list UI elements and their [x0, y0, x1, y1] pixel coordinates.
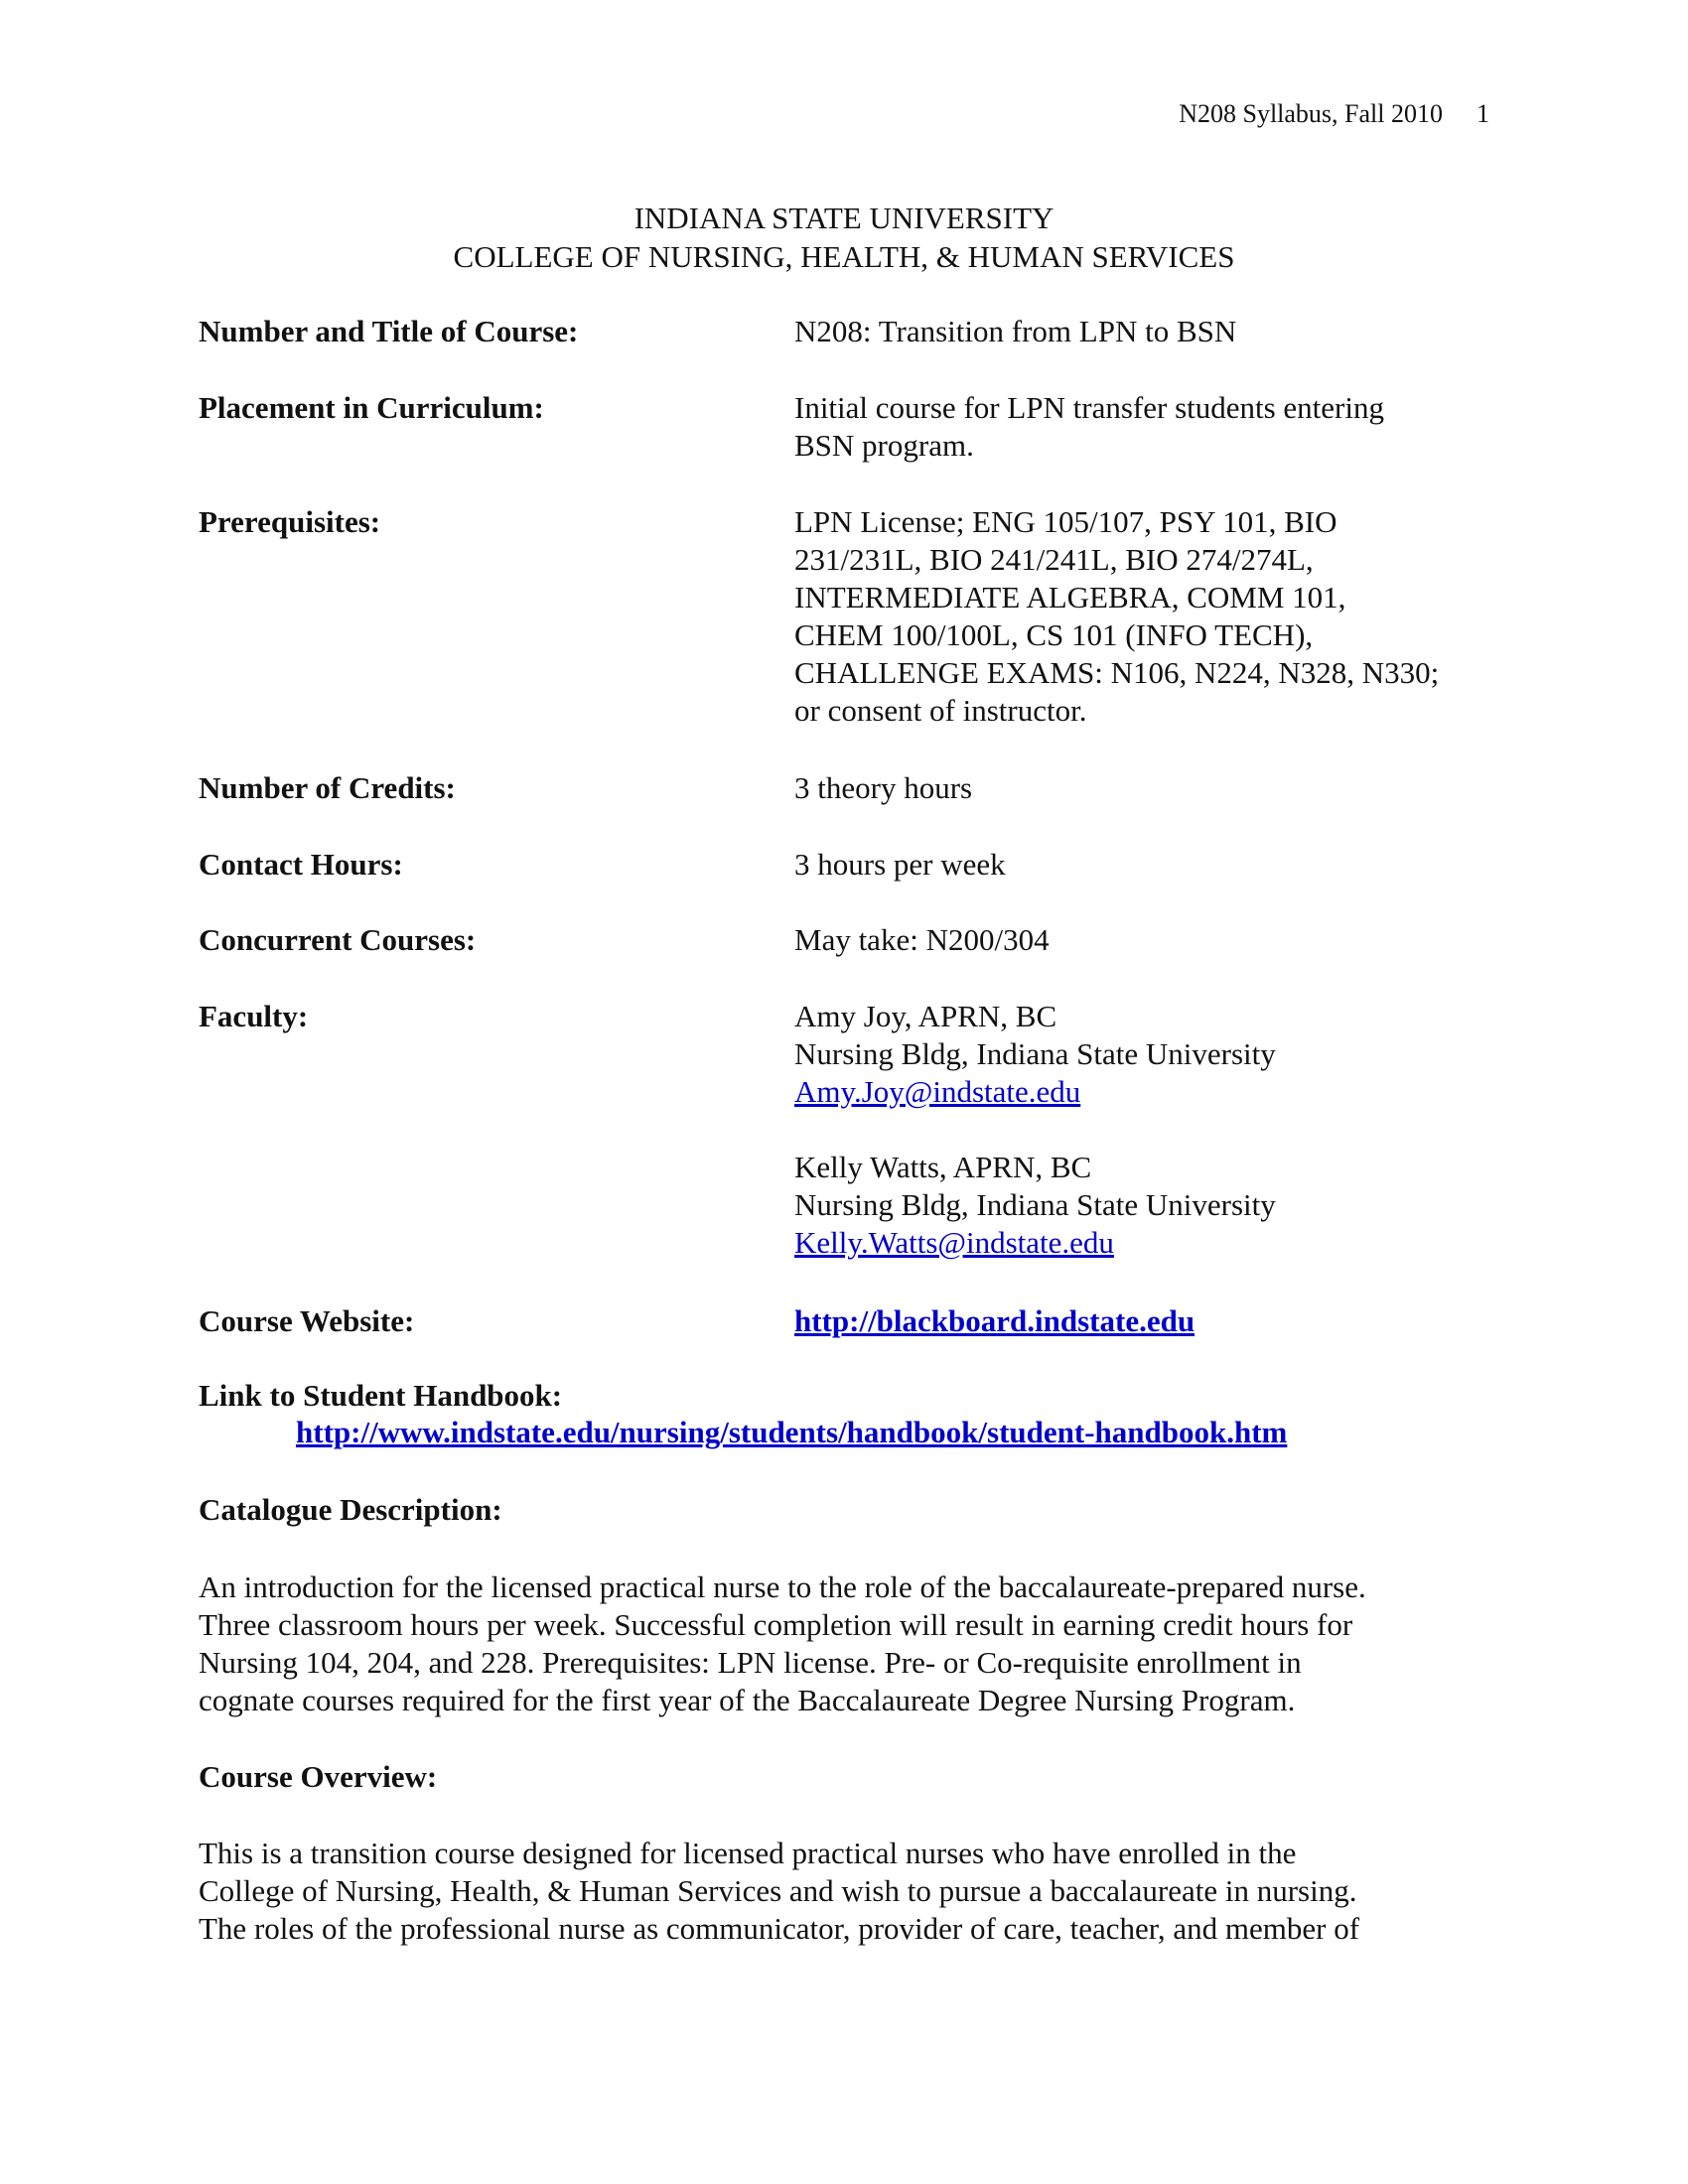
- document-title: [0, 199, 1688, 276]
- catalogue-line: Nursing 104, 204, and 228. Prerequisites: LPN license. Pre- or Co-requisite enrollment in: [199, 1645, 1302, 1680]
- faculty-name: Amy Joy, APRN, BC: [794, 999, 1057, 1033]
- prerequisites-line: INTERMEDIATE ALGEBRA, COMM 101,: [794, 580, 1346, 614]
- placement-line: Initial course for LPN transfer students entering: [794, 390, 1384, 425]
- running-header: [1179, 99, 1489, 129]
- prerequisites-line: CHEM 100/100L, CS 101 (INFO TECH),: [794, 617, 1314, 652]
- website-label: Course Website:: [199, 1303, 415, 1338]
- credits-value: 3 theory hours: [794, 770, 973, 805]
- handbook-label: Link to Student Handbook:: [199, 1378, 563, 1413]
- overview-heading: Course Overview:: [199, 1759, 438, 1794]
- placement-line: BSN program.: [794, 428, 974, 463]
- overview-line: College of Nursing, Health, & Human Services and wish to pursue a baccalaureate in nursing.: [199, 1873, 1357, 1908]
- prerequisites-line: 231/231L, BIO 241/241L, BIO 274/274L,: [794, 542, 1314, 577]
- prerequisites-label: Prerequisites:: [199, 504, 381, 539]
- course-value: N208: Transition from LPN to BSN: [794, 314, 1237, 348]
- contact-hours-value: 3 hours per week: [794, 847, 1006, 882]
- catalogue-heading: Catalogue Description:: [199, 1492, 502, 1527]
- overview-line: This is a transition course designed for licensed practical nurses who have enrolled in the: [199, 1836, 1297, 1870]
- college-name: COLLEGE OF NURSING, HEALTH, & HUMAN SERVICES: [453, 239, 1235, 274]
- concurrent-value: May take: N200/304: [794, 922, 1050, 957]
- concurrent-label: Concurrent Courses:: [199, 922, 477, 957]
- faculty-label: Faculty:: [199, 999, 309, 1033]
- prerequisites-line: LPN License; ENG 105/107, PSY 101, BIO: [794, 504, 1337, 539]
- running-title: N208 Syllabus, Fall 2010: [1179, 99, 1443, 128]
- course-website-link[interactable]: http://blackboard.indstate.edu: [794, 1303, 1196, 1338]
- page-number: 1: [1477, 99, 1489, 128]
- faculty-name: Kelly Watts, APRN, BC: [794, 1150, 1092, 1184]
- credits-label: Number of Credits:: [199, 770, 456, 805]
- faculty-email-link[interactable]: Amy.Joy@indstate.edu: [794, 1074, 1081, 1109]
- contact-hours-label: Contact Hours:: [199, 847, 403, 882]
- catalogue-line: Three classroom hours per week. Successful completion will result in earning credit hours for: [199, 1607, 1353, 1642]
- course-label: Number and Title of Course:: [199, 314, 579, 348]
- catalogue-line: An introduction for the licensed practical nurse to the role of the baccalaureate-prepared nurse.: [199, 1570, 1366, 1604]
- overview-line: The roles of the professional nurse as communicator, provider of care, teacher, and member of: [199, 1911, 1360, 1946]
- university-name: INDIANA STATE UNIVERSITY: [633, 201, 1055, 235]
- prerequisites-line: CHALLENGE EXAMS: N106, N224, N328, N330;: [794, 655, 1440, 690]
- course-overview: [199, 1835, 1509, 1948]
- faculty-office: Nursing Bldg, Indiana State University: [794, 1036, 1276, 1071]
- prerequisites-line: or consent of instructor.: [794, 693, 1087, 728]
- catalogue-line: cognate courses required for the first year of the Baccalaureate Degree Nursing Program.: [199, 1683, 1296, 1717]
- catalogue-description: [199, 1569, 1509, 1719]
- faculty-email-link[interactable]: Kelly.Watts@indstate.edu: [794, 1225, 1114, 1260]
- placement-label: Placement in Curriculum:: [199, 390, 544, 425]
- faculty-office: Nursing Bldg, Indiana State University: [794, 1187, 1276, 1222]
- student-handbook-link[interactable]: http://www.indstate.edu/nursing/students/handbook/student-handbook.htm: [296, 1415, 1288, 1449]
